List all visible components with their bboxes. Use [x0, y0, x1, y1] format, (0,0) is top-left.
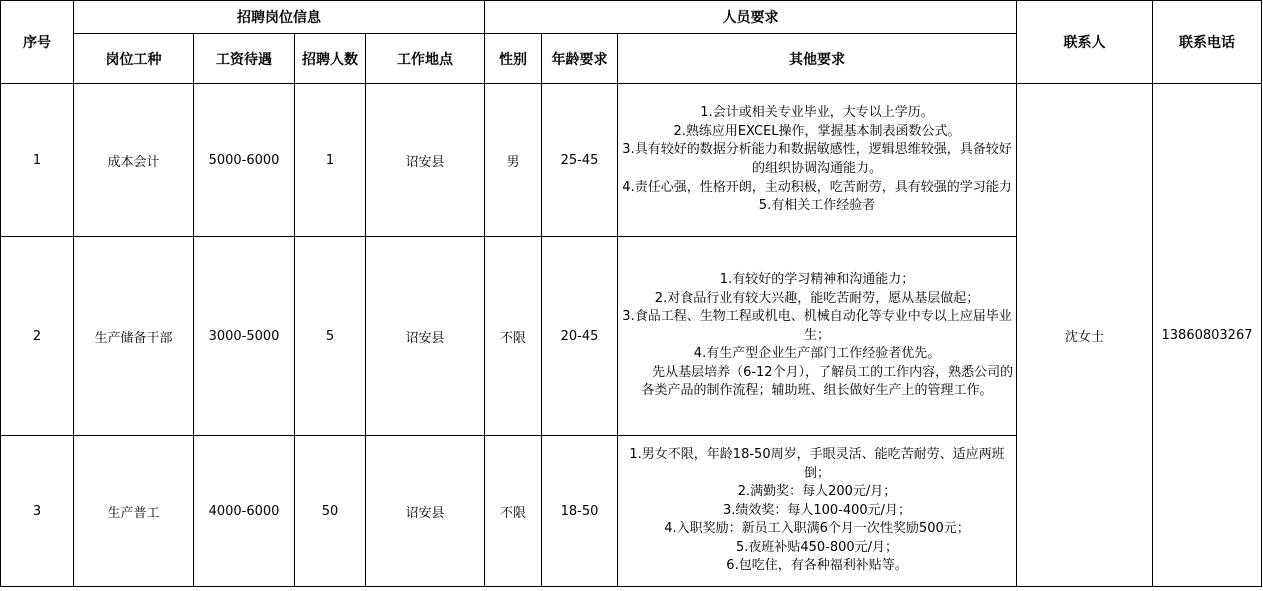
- cell-contact-name: 沈女士: [1017, 84, 1153, 587]
- cell-position: 成本会计: [74, 84, 194, 237]
- cell-location: 诏安县: [366, 436, 485, 587]
- header-position: 岗位工种: [74, 34, 194, 84]
- header-age: 年龄要求: [542, 34, 618, 84]
- header-group-position: 招聘岗位信息: [74, 1, 485, 34]
- cell-requirements: [618, 84, 1017, 237]
- cell-age: 25-45: [542, 84, 618, 237]
- cell-headcount: 1: [295, 84, 366, 237]
- requirement-line: 先从基层培养（6-12个月），了解员工的工作内容，熟悉公司的各类产品的制作流程；辅助班、组长做好生产上的管理工作。: [641, 364, 1014, 399]
- cell-seq: 3: [1, 436, 74, 587]
- cell-position: 生产储备干部: [74, 237, 194, 436]
- cell-gender: 不限: [485, 237, 542, 436]
- requirement-line: 3.具有较好的数据分析能力和数据敏感性，逻辑思维较强，具备较好的组织协调沟通能力。: [622, 142, 1012, 176]
- cell-salary: 5000-6000: [194, 84, 295, 237]
- cell-gender: 不限: [485, 436, 542, 587]
- requirement-line: 2.满勤奖：每人200元/月；: [737, 484, 897, 500]
- cell-headcount: 50: [295, 436, 366, 587]
- cell-location: 诏安县: [366, 84, 485, 237]
- table-row: [1, 84, 1262, 237]
- cell-requirements: [618, 436, 1017, 587]
- header-headcount: 招聘人数: [295, 34, 366, 84]
- requirement-line: 4.入职奖励：新员工入职满6个月一次性奖励500元；: [664, 521, 970, 537]
- cell-age: 18-50: [542, 436, 618, 587]
- requirement-line: 6.包吃住，有各种福利补贴等。: [726, 558, 908, 574]
- header-seq: 序号: [1, 1, 74, 84]
- cell-requirements: [618, 237, 1017, 436]
- requirement-line: 3.食品工程、生物工程或机电、机械自动化等专业中专以上应届毕业生；: [622, 309, 1012, 343]
- header-location: 工作地点: [366, 34, 485, 84]
- requirement-line: 2.对食品行业有较大兴趣，能吃苦耐劳，愿从基层做起；: [654, 290, 980, 306]
- requirement-line: 3.绩效奖：每人100-400元/月；: [722, 502, 912, 518]
- header-contact: 联系人: [1017, 1, 1153, 84]
- cell-headcount: 5: [295, 237, 366, 436]
- header-phone: 联系电话: [1153, 1, 1262, 84]
- cell-salary: 4000-6000: [194, 436, 295, 587]
- requirement-line: 4.有生产型企业生产部门工作经验者优先。: [693, 346, 941, 362]
- requirement-line: 5.夜班补贴450-800元/月；: [735, 539, 899, 555]
- requirement-line: 1.男女不限，年龄18-50周岁，手眼灵活、能吃苦耐劳、适应两班倒；: [629, 446, 1005, 481]
- requirement-line: 1.会计或相关专业毕业，大专以上学历。: [700, 105, 934, 121]
- cell-seq: 2: [1, 237, 74, 436]
- requirement-line: 2.熟练应用EXCEL操作，掌握基本制表函数公式。: [673, 123, 961, 139]
- cell-contact-phone: 13860803267: [1153, 84, 1262, 587]
- header-other: 其他要求: [618, 34, 1017, 84]
- header-group-requirements: 人员要求: [485, 1, 1017, 34]
- cell-gender: 男: [485, 84, 542, 237]
- requirement-line: 4.责任心强，性格开朗，主动积极，吃苦耐劳，具有较强的学习能力: [622, 179, 1012, 195]
- cell-seq: 1: [1, 84, 74, 237]
- cell-location: 诏安县: [366, 237, 485, 436]
- cell-age: 20-45: [542, 237, 618, 436]
- header-salary: 工资待遇: [194, 34, 295, 84]
- cell-salary: 3000-5000: [194, 237, 295, 436]
- cell-position: 生产普工: [74, 436, 194, 587]
- requirement-line: 1.有较好的学习精神和沟通能力；: [719, 271, 915, 287]
- header-gender: 性别: [485, 34, 542, 84]
- requirement-line: 5.有相关工作经验者: [758, 198, 876, 214]
